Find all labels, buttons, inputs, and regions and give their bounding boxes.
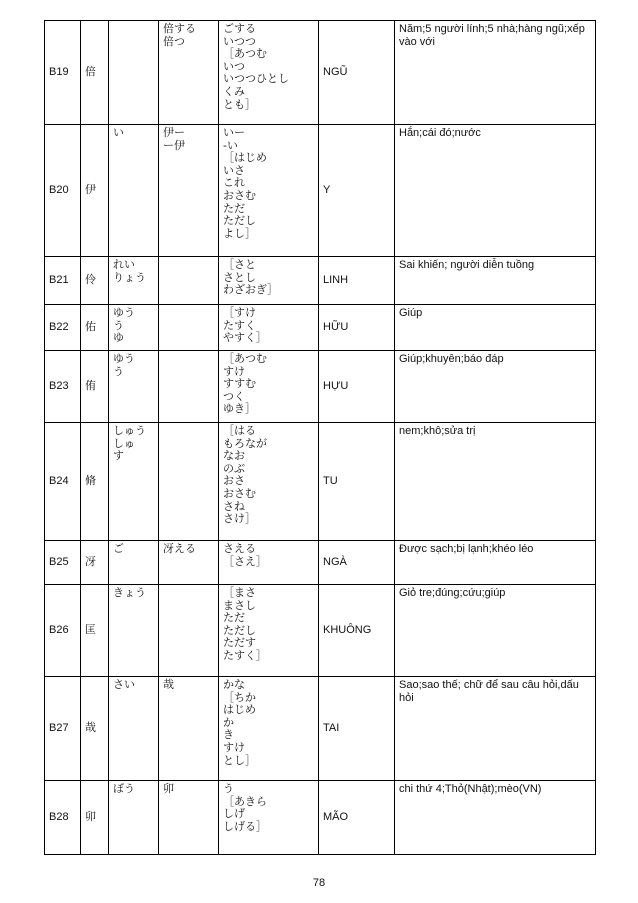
sino-vietnamese-reading: TAI xyxy=(319,677,395,781)
kunyomi-cell xyxy=(219,21,319,125)
table-row xyxy=(45,423,596,541)
sino-vietnamese-reading: NGŨ xyxy=(319,21,395,125)
kunyomi-cell-line: つく xyxy=(223,389,245,403)
sino-vietnamese-reading: TU xyxy=(319,423,395,541)
sino-vietnamese-reading: HỮU xyxy=(319,305,395,351)
onyomi-cell-line: す xyxy=(113,449,124,463)
kunyomi-cell-line: ［はる xyxy=(223,424,256,437)
compounds-cell-line: 倍つ xyxy=(163,34,185,48)
kunyomi-cell-line: いさ xyxy=(223,163,245,177)
meaning-cell: Giúp;khuyên;báo đáp xyxy=(395,351,596,423)
compounds-cell xyxy=(159,305,219,351)
kunyomi-cell-line: しげ xyxy=(223,807,245,821)
kanji-character: 匡 xyxy=(81,585,109,677)
onyomi-cell xyxy=(109,677,159,781)
kunyomi-cell-line: か xyxy=(223,715,234,729)
onyomi-cell-line: れい xyxy=(113,258,135,271)
kunyomi-cell-line: う xyxy=(223,782,234,795)
kunyomi-cell xyxy=(219,257,319,305)
meaning-cell: Năm;5 người lính;5 nhà;hàng ngũ;xếp vào với xyxy=(395,21,596,125)
kunyomi-cell-line: はじめ xyxy=(223,703,256,717)
compounds-cell xyxy=(159,125,219,257)
compounds-cell-line: 倍する xyxy=(163,22,196,35)
kunyomi-cell-line: おさむ xyxy=(223,188,256,202)
kunyomi-cell-line: おさむ xyxy=(223,486,256,500)
kunyomi-cell-line: いつつひとし xyxy=(223,72,289,86)
onyomi-cell-line: う xyxy=(113,364,124,378)
entry-code: B28 xyxy=(45,781,81,855)
entry-code: B20 xyxy=(45,125,81,257)
onyomi-cell xyxy=(109,125,159,257)
sino-vietnamese-reading: NGÀ xyxy=(319,541,395,585)
compounds-cell xyxy=(159,351,219,423)
kunyomi-cell-line: ［あつむ xyxy=(223,47,267,61)
entry-code: B22 xyxy=(45,305,81,351)
entry-code: B21 xyxy=(45,257,81,305)
onyomi-cell-line: う xyxy=(113,318,124,332)
kunyomi-cell-line: -い xyxy=(223,138,238,152)
kanji-character: 脩 xyxy=(81,423,109,541)
entry-code: B24 xyxy=(45,423,81,541)
entry-code: B26 xyxy=(45,585,81,677)
kunyomi-cell xyxy=(219,351,319,423)
kunyomi-cell-line: ごする xyxy=(223,22,256,35)
kunyomi-cell-line: たすく xyxy=(223,318,256,332)
kunyomi-cell xyxy=(219,585,319,677)
kunyomi-cell-line: いー xyxy=(223,126,245,139)
sino-vietnamese-reading: LINH xyxy=(319,257,395,305)
onyomi-cell xyxy=(109,351,159,423)
compounds-cell-line: 冴える xyxy=(163,542,196,555)
onyomi-cell xyxy=(109,541,159,585)
kanji-character: 冴 xyxy=(81,541,109,585)
kunyomi-cell-line: いつつ xyxy=(223,34,256,48)
kunyomi-cell-line: ゆき］ xyxy=(223,402,256,416)
sino-vietnamese-reading: KHUÔNG xyxy=(319,585,395,677)
table-row xyxy=(45,677,596,781)
kunyomi-cell-line: とし］ xyxy=(223,753,256,767)
kunyomi-cell xyxy=(219,423,319,541)
onyomi-cell xyxy=(109,257,159,305)
table-row xyxy=(45,305,596,351)
table-row xyxy=(45,125,596,257)
onyomi-cell-line: しゅ xyxy=(113,436,135,450)
meaning-cell: nem;khô;sửa trị xyxy=(395,423,596,541)
table-row xyxy=(45,541,596,585)
onyomi-cell-line: ゆ xyxy=(113,331,124,345)
kunyomi-cell-line: さけ］ xyxy=(223,512,256,526)
table-row xyxy=(45,781,596,855)
kunyomi-cell-line: やすく］ xyxy=(223,331,267,345)
sino-vietnamese-reading: Y xyxy=(319,125,395,257)
kunyomi-cell-line: すけ xyxy=(223,364,245,378)
onyomi-cell-line: ぼう xyxy=(113,782,135,795)
kunyomi-cell-line: すすむ xyxy=(223,377,257,391)
onyomi-cell-line: しゅう xyxy=(113,424,146,437)
meaning-cell: Giỏ tre;đúng;cứu;giúp xyxy=(395,585,596,677)
kanji-character: 佑 xyxy=(81,305,109,351)
meaning-cell: Giúp xyxy=(395,305,596,351)
compounds-cell-line: 卯 xyxy=(163,782,174,795)
onyomi-cell-line: ゆう xyxy=(113,306,135,319)
kunyomi-cell-line: ただ xyxy=(223,201,245,215)
onyomi-cell-line: りょう xyxy=(113,270,146,284)
onyomi-cell-line: ゆう xyxy=(113,352,135,365)
entry-code: B23 xyxy=(45,351,81,423)
kunyomi-cell-line: のぶ xyxy=(223,461,245,475)
kunyomi-cell-line: ［ちか xyxy=(223,690,256,704)
entry-code: B19 xyxy=(45,21,81,125)
kunyomi-cell-line: ［すけ xyxy=(223,306,256,319)
sino-vietnamese-reading: MÃO xyxy=(319,781,395,855)
table-row xyxy=(45,585,596,677)
kunyomi-cell-line: さとし xyxy=(223,270,256,284)
kunyomi-cell-line: さえる xyxy=(223,542,256,555)
compounds-cell xyxy=(159,781,219,855)
compounds-cell xyxy=(159,257,219,305)
compounds-cell xyxy=(159,541,219,585)
meaning-cell: Sao;sao thế; chữ để sau câu hỏi,dấu hỏi xyxy=(395,677,596,781)
kanji-character: 伶 xyxy=(81,257,109,305)
kunyomi-cell-line: ただし xyxy=(223,623,256,637)
meaning-cell: chi thứ 4;Thỏ(Nhật);mèo(VN) xyxy=(395,781,596,855)
kunyomi-cell xyxy=(219,781,319,855)
kunyomi-cell xyxy=(219,125,319,257)
kanji-character: 倍 xyxy=(81,21,109,125)
onyomi-cell-line: きょう xyxy=(113,586,146,599)
kunyomi-cell-line: ［さえ］ xyxy=(223,554,267,568)
meaning-cell: Sai khiến; người diễn tuồng xyxy=(395,257,596,305)
kunyomi-cell-line: いつ xyxy=(223,59,245,73)
kunyomi-cell-line: かな xyxy=(223,678,245,691)
kanji-table xyxy=(44,20,596,855)
onyomi-cell xyxy=(109,781,159,855)
kanji-character: 侑 xyxy=(81,351,109,423)
kunyomi-cell-line: ただす xyxy=(223,636,256,650)
kunyomi-cell-line: さね xyxy=(223,499,245,513)
kunyomi-cell-line: よし］ xyxy=(223,226,256,240)
kunyomi-cell-line: ［さと xyxy=(223,258,256,271)
table-body xyxy=(45,21,596,855)
kunyomi-cell-line: とも］ xyxy=(223,97,256,111)
compounds-cell xyxy=(159,21,219,125)
compounds-cell xyxy=(159,423,219,541)
kanji-character: 卯 xyxy=(81,781,109,855)
table-row xyxy=(45,351,596,423)
kunyomi-cell-line: しげる］ xyxy=(223,819,267,833)
kunyomi-cell-line: これ xyxy=(223,176,245,190)
kunyomi-cell xyxy=(219,305,319,351)
page-number: 78 xyxy=(312,877,326,889)
kunyomi-cell-line: なお xyxy=(223,449,245,463)
onyomi-cell xyxy=(109,585,159,677)
kunyomi-cell-line: わざおぎ］ xyxy=(223,283,279,297)
kunyomi-cell-line: たすく］ xyxy=(223,648,267,662)
onyomi-cell-line: ご xyxy=(113,542,124,555)
kunyomi-cell-line: まさし xyxy=(223,598,256,612)
kanji-character: 伊 xyxy=(81,125,109,257)
kunyomi-cell-line: ［まさ xyxy=(223,586,256,599)
kunyomi-cell-line: ［あきら xyxy=(223,794,267,808)
kunyomi-cell-line: ただ xyxy=(223,611,245,625)
compounds-cell xyxy=(159,585,219,677)
kunyomi-cell-line: き xyxy=(223,728,234,742)
onyomi-cell xyxy=(109,21,159,125)
kunyomi-cell-line: もろなが xyxy=(223,436,267,450)
kunyomi-cell-line: くみ xyxy=(223,84,245,98)
onyomi-cell-line: い xyxy=(113,126,124,139)
kunyomi-cell xyxy=(219,677,319,781)
meaning-cell: Hắn;cái đó;nước xyxy=(395,125,596,257)
compounds-cell-line: ー伊 xyxy=(163,138,185,152)
onyomi-cell xyxy=(109,305,159,351)
kunyomi-cell-line: おさ xyxy=(223,474,245,488)
meaning-cell: Được sạch;bị lạnh;khéo léo xyxy=(395,541,596,585)
compounds-cell xyxy=(159,677,219,781)
sino-vietnamese-reading: HỰU xyxy=(319,351,395,423)
kunyomi-cell-line: ただし xyxy=(223,214,256,228)
kunyomi-cell xyxy=(219,541,319,585)
compounds-cell-line: 伊ー xyxy=(163,126,185,139)
entry-code: B27 xyxy=(45,677,81,781)
compounds-cell-line: 哉 xyxy=(163,678,174,691)
table-row xyxy=(45,257,596,305)
onyomi-cell-line: さい xyxy=(113,678,135,691)
kunyomi-cell-line: すけ xyxy=(223,740,245,754)
kunyomi-cell-line: ［あつむ xyxy=(223,352,267,365)
onyomi-cell xyxy=(109,423,159,541)
entry-code: B25 xyxy=(45,541,81,585)
kunyomi-cell-line: ［はじめ xyxy=(223,151,267,165)
table-row xyxy=(45,21,596,125)
kanji-character: 哉 xyxy=(81,677,109,781)
